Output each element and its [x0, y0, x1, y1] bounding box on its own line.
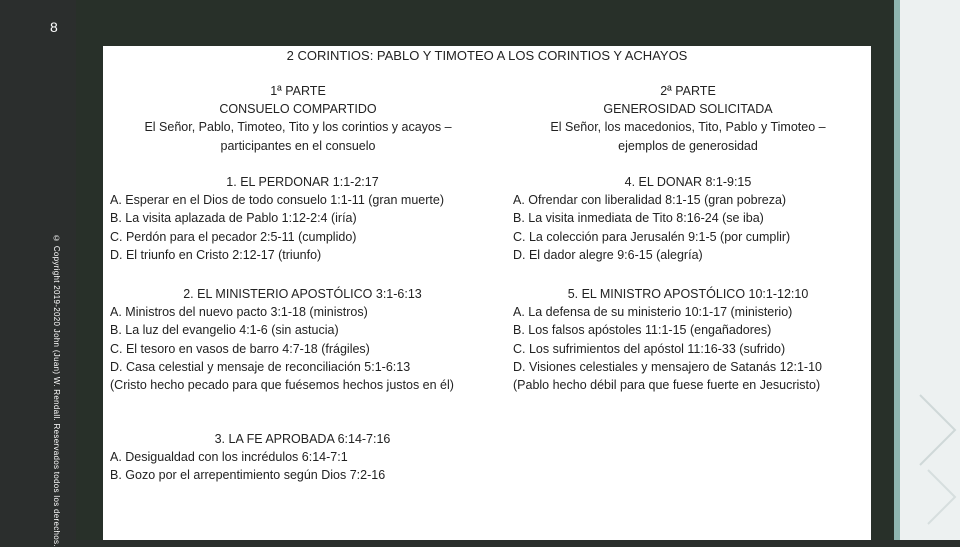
section-heading: 3. LA FE APROBADA 6:14-7:16: [214, 432, 391, 446]
part-2-label: 2ª PARTE: [660, 84, 716, 98]
section-4: [513, 173, 863, 264]
section-2: [110, 285, 495, 394]
decor-chevrons-icon: [900, 0, 960, 540]
left-strip: [0, 0, 76, 540]
section-line: B. La visita inmediata de Tito 8:16-24 (se iba): [513, 211, 764, 226]
section-line: D. Casa celestial y mensaje de reconciliación 5:1-6:13: [110, 359, 411, 374]
section-line: B. La luz del evangelio 4:1-6 (sin astucia): [110, 323, 339, 338]
content-card: [103, 46, 871, 540]
page-title: 2 CORINTIOS: PABLO Y TIMOTEO A LOS CORINTIOS Y ACHAYOS: [286, 48, 688, 63]
section-heading: 5. EL MINISTRO APOSTÓLICO 10:1-12:10: [567, 287, 809, 301]
section-line: C. La colección para Jerusalén 9:1-5 (por cumplir): [513, 229, 791, 244]
section-line: D. El dador alegre 9:6-15 (alegría): [513, 247, 703, 262]
section-line: (Pablo hecho débil para que fuese fuerte en Jesucristo): [513, 378, 821, 393]
copyright-notice: © Copyright 2019-2020 John (Juan) W. Rendall. Reservados todos los derechos.: [52, 234, 61, 547]
section-heading: 2. EL MINISTERIO APOSTÓLICO 3:1-6:13: [183, 287, 422, 301]
section-3: [110, 430, 495, 485]
part-1-desc-line-2: participantes en el consuelo: [220, 138, 376, 153]
section-line: A. La defensa de su ministerio 10:1-17 (ministerio): [513, 305, 793, 320]
section-line: C. Los sufrimientos del apóstol 11:16-33 (sufrido): [513, 341, 786, 356]
section-5: [513, 285, 863, 394]
part-1-title: CONSUELO COMPARTIDO: [219, 102, 377, 117]
section-line: (Cristo hecho pecado para que fuésemos hechos justos en él): [110, 378, 454, 393]
section-line: A. Ministros del nuevo pacto 3:1-18 (ministros): [110, 305, 368, 320]
section-line: A. Desigualdad con los incrédulos 6:14-7:1: [110, 450, 348, 465]
section-line: B. Los falsos apóstoles 11:1-15 (engañadores): [513, 323, 772, 338]
section-line: B. La visita aplazada de Pablo 1:12-2:4 (iría): [110, 211, 357, 226]
part-2-desc-line-2: ejemplos de generosidad: [618, 138, 758, 153]
part-1-desc-line-1: El Señor, Pablo, Timoteo, Tito y los corintios y acayos –: [144, 120, 452, 135]
section-heading: 1. EL PERDONAR 1:1-2:17: [226, 175, 379, 189]
section-line: A. Ofrendar con liberalidad 8:1-15 (gran pobreza): [513, 193, 787, 208]
part-2-title: GENEROSIDAD SOLICITADA: [603, 102, 773, 117]
section-1: [110, 173, 495, 264]
part-2-desc-line-1: El Señor, los macedonios, Tito, Pablo y Timoteo –: [550, 120, 826, 135]
slide-number: 8: [50, 19, 58, 35]
part-1-header: [103, 82, 493, 155]
part-1-label: 1ª PARTE: [270, 84, 326, 98]
section-line: C. El tesoro en vasos de barro 4:7-18 (frágiles): [110, 341, 370, 356]
right-decor-panel: [900, 0, 960, 540]
section-line: D. El triunfo en Cristo 2:12-17 (triunfo): [110, 247, 322, 262]
section-heading: 4. EL DONAR 8:1-9:15: [624, 175, 752, 189]
part-2-header: [493, 82, 883, 155]
section-line: C. Perdón para el pecador 2:5-11 (cumplido): [110, 229, 357, 244]
section-line: D. Visiones celestiales y mensajero de Satanás 12:1-10: [513, 359, 822, 374]
section-line: B. Gozo por el arrepentimiento según Dios 7:2-16: [110, 468, 386, 483]
section-line: A. Esperar en el Dios de todo consuelo 1:1-11 (gran muerte): [110, 193, 444, 208]
